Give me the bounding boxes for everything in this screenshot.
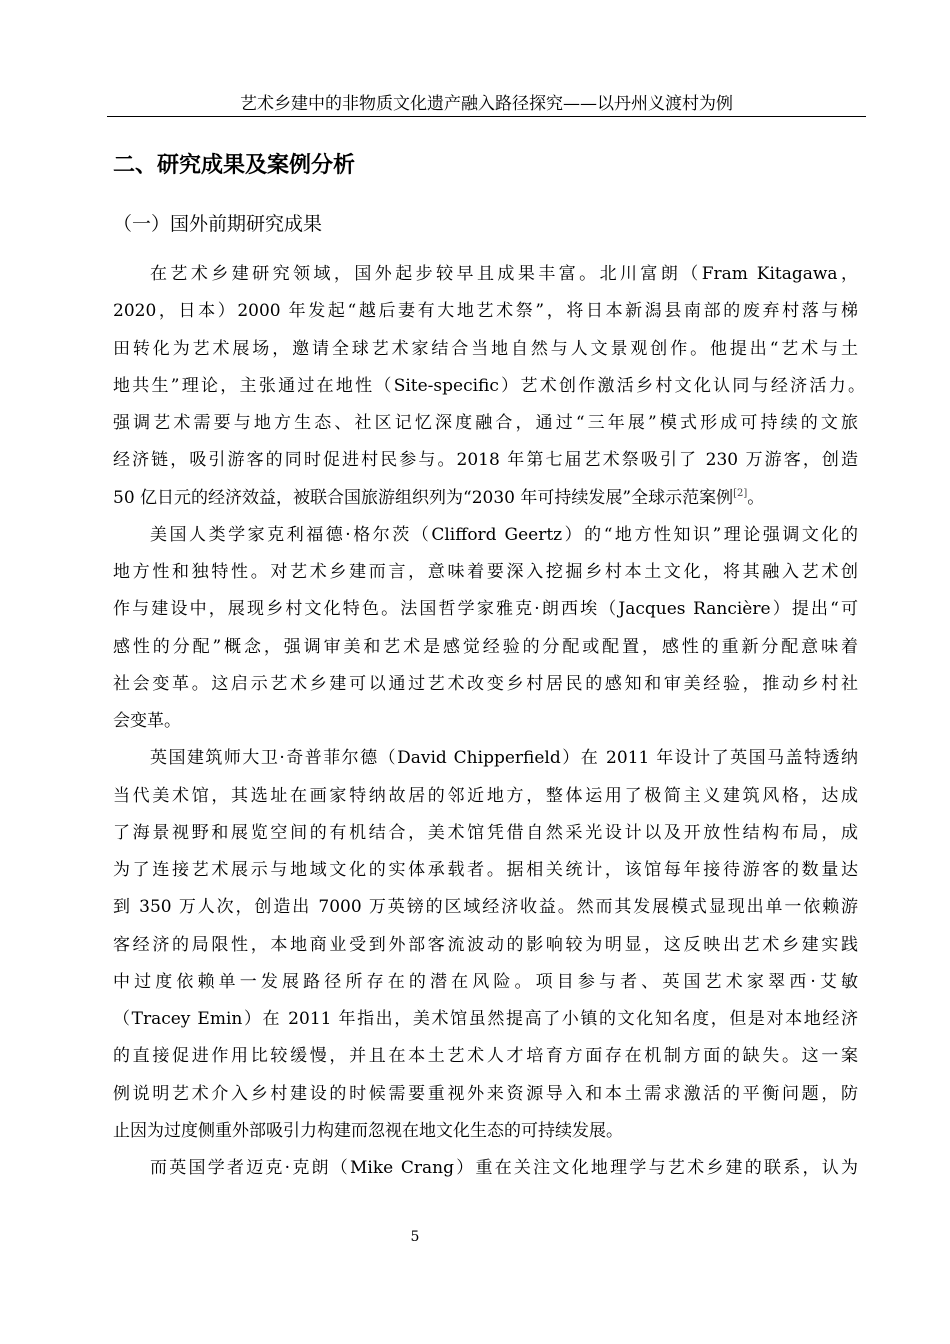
text-line: 会变革。 xyxy=(113,711,181,731)
text-line: 客经济的局限性，本地商业受到外部客流波动的影响较为明显，这反映出艺术乡建实践 xyxy=(113,934,858,955)
text-line: 中过度依赖单一发展路径所存在的潜在风险。项目参与者、英国艺术家翠西·艾敏 xyxy=(113,971,858,992)
body-text xyxy=(113,257,865,1188)
citation-marker[interactable]: [2] xyxy=(733,487,748,499)
text-line: 当代美术馆，其选址在画家特纳故居的邻近地方，整体运用了极简主义建筑风格，达成 xyxy=(113,785,858,806)
section-heading: 二、研究成果及案例分析 xyxy=(113,153,356,178)
text-line: 强调艺术需要与地方生态、社区记忆深度融合，通过“三年展”模式形成可持续的文旅 xyxy=(113,413,858,433)
text-line: 在艺术乡建研究领域，国外起步较早且成果丰富。北川富朗（Fram Kitagawa， xyxy=(150,264,858,284)
text-line: 例说明艺术介入乡村建设的时候需要重视外来资源导入和本土需求激活的平衡问题，防 xyxy=(113,1083,858,1104)
text-line-end: 。 xyxy=(747,487,765,508)
text-line: 英国建筑师大卫·奇普菲尔德（David Chipperfield）在 2011 年设计了英国马盖特透纳 xyxy=(150,748,858,769)
subsection-heading: （一）国外前期研究成果 xyxy=(113,213,323,235)
text-line-content: 50 亿日元的经济效益，被联合国旅游组织列为“2030 年可持续发展”全球示范案例 xyxy=(113,487,734,508)
text-line: 为了连接艺术展示与地域文化的实体承载者。据相关统计，该馆每年接待游客的数量达 xyxy=(113,860,858,880)
page-number: 5 xyxy=(410,1229,420,1245)
text-line: 社会变革。这启示艺术乡建可以通过艺术改变乡村居民的感知和审美经验，推动乡村社 xyxy=(113,673,858,694)
text-line-last xyxy=(113,481,858,518)
text-line: 地方性和独特性。对艺术乡建而言，意味着要深入挖掘乡村本土文化，将其融入艺术创 xyxy=(113,562,858,582)
text-line: 感性的分配”概念，强调审美和艺术是感觉经验的分配或配置，感性的重新分配意味着 xyxy=(113,636,858,657)
header-rule xyxy=(107,116,866,117)
text-line: 2020，日本）2000 年发起“越后妻有大地艺术祭”，将日本新潟县南部的废弃村落与梯 xyxy=(113,301,858,322)
text-line: 的直接促进作用比较缓慢，并且在本土艺术人才培育方面存在机制方面的缺失。这一案 xyxy=(113,1046,858,1067)
text-line: 作与建设中，展现乡村文化特色。法国哲学家雅克·朗西埃（Jacques Rancière）提出“可 xyxy=(113,599,858,620)
running-header: 艺术乡建中的非物质文化遗产融入路径探究——以丹州义渡村为例 xyxy=(240,94,733,114)
text-line: 到 350 万人次，创造出 7000 万英镑的区域经济收益。然而其发展模式显现出单一依赖游 xyxy=(113,897,858,918)
text-line: 美国人类学家克利福德·格尔茨（Clifford Geertz）的“地方性知识”理论强调文化的 xyxy=(150,524,858,545)
text-line: 了海景视野和展览空间的有机结合，美术馆凭借自然采光设计以及开放性结构布局，成 xyxy=(113,822,858,843)
text-line: 止因为过度侧重外部吸引力构建而忽视在地文化生态的可持续发展。 xyxy=(113,1120,623,1141)
text-line: 田转化为艺术展场，邀请全球艺术家结合当地自然与人文景观创作。他提出“艺术与土 xyxy=(113,338,858,359)
text-line: 而英国学者迈克·克朗（Mike Crang）重在关注文化地理学与艺术乡建的联系，认为 xyxy=(150,1158,858,1178)
text-line: 地共生”理论，主张通过在地性（Site-specific）艺术创作激活乡村文化认同与经济活力。 xyxy=(113,375,865,396)
text-line: （Tracey Emin）在 2011 年指出，美术馆虽然提高了小镇的文化知名度，但是对本地经济 xyxy=(113,1009,858,1029)
text-line: 经济链，吸引游客的同时促进村民参与。2018 年第七届艺术祭吸引了 230 万游客，创造 xyxy=(113,450,858,471)
